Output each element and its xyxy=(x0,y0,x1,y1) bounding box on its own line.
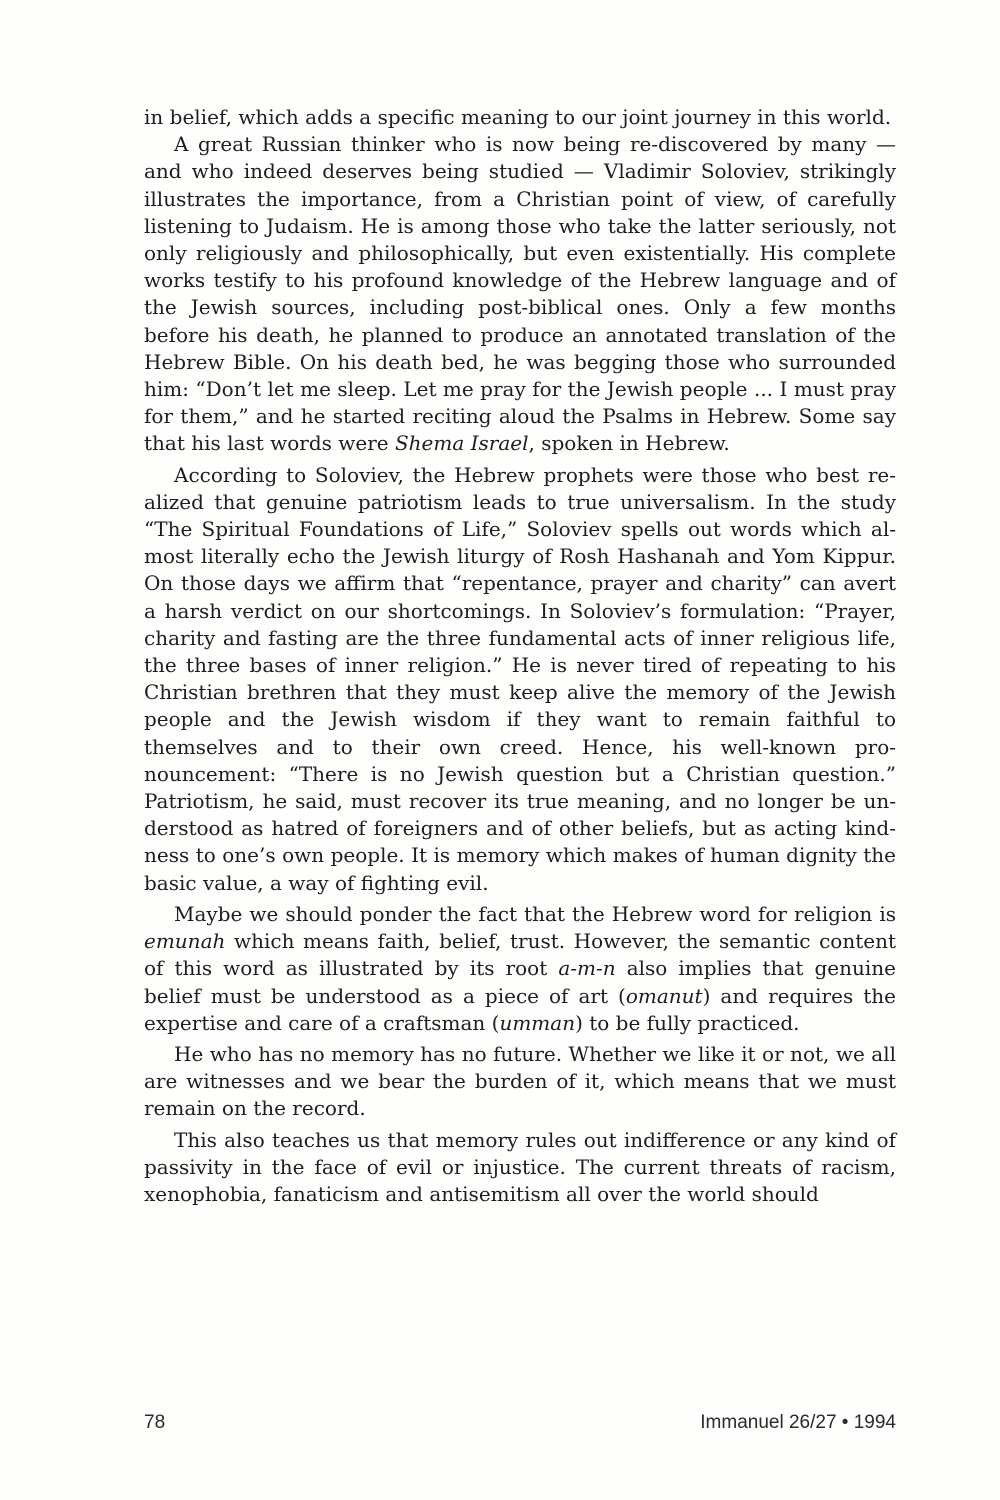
page-number: 78 xyxy=(144,1412,166,1433)
emphasis-text: emunah xyxy=(144,929,226,954)
page-footer xyxy=(144,1412,896,1436)
emphasis-text: a-m-n xyxy=(558,956,616,981)
paragraph-prophets-patriotism xyxy=(144,462,896,897)
text-run: A great Russian thinker who is now being re-discovered by many — and who indeed deserves being studied — Vladimir Soloviev, strikingly illustrates the importance, from a Christian point of view, of carefully listening to Judaism. He is among those who take the latter seriously, not only religiously and philosophically, but even existentially. His complete works testify to his profound knowledge of the Hebrew language and of the Jewish sources, including post-biblical ones. Only a few months before his death, he planned to produce an annotated translation of the Hebrew Bible. On his death bed, he was begging those who surrounded him: “Don’t let me sleep. Let me pray for the Jewish people ... I must pray for them,” and he started reciting aloud the Psalms in Hebrew. Some say that his last words were xyxy=(144,132,896,456)
text-run: This also teaches us that memory rules out indifference or any kind of passivity in the face of evil or injustice. The current threats of racism, xenophobia, fanaticism and antisemitism all over the world should xyxy=(144,1127,896,1206)
text-run: in belief, which adds a specific meaning to our joint journey in this world. xyxy=(144,105,892,129)
emphasis-text: Shema Israel xyxy=(394,431,529,456)
paragraph-memory-future xyxy=(144,1041,896,1123)
emphasis-text: umman xyxy=(499,1010,576,1035)
text-run: He who has no memory has no future. Whether we like it or not, we all are witnesses and we bear the burden of it, which means that we must remain on the record. xyxy=(144,1041,896,1121)
paragraph-continuation xyxy=(144,104,896,131)
paragraph-emunah xyxy=(144,901,896,1037)
text-run: ) and requires the expertise and care of a craftsman ( xyxy=(144,983,896,1035)
text-run: Maybe we should ponder the fact that the Hebrew word for religion is xyxy=(174,901,896,926)
journal-citation: Immanuel 26/27 • 1994 xyxy=(700,1412,896,1433)
body-text xyxy=(144,104,896,1208)
paragraph-soloviev-intro xyxy=(144,131,896,457)
emphasis-text: omanut xyxy=(625,983,703,1008)
text-run: also implies that genuine belief must be understood as a piece of art ( xyxy=(144,956,896,1008)
text-run: According to Soloviev, the Hebrew prophets were those who best realized that genuine patriotism leads to true universalism. In the study “The Spiritual Foundations of Life,” Soloviev spells out words which almost literally echo the Jewish liturgy of Rosh Hashanah and Yom Kippur. On those days we affirm that “repentance, prayer and charity” can avert a harsh verdict on our shortcomings. In Soloviev’s formulation: “Prayer, charity and fasting are the three fundamental acts of inner religious life, the three bases of inner religion.” He is never tired of repeating to his Christian brethren that they must keep alive the memory of the Jewish people and the Jewish wisdom if they want to remain faithful to themselves and to their own creed. Hence, his well-known pronouncement: “There is no Jewish question but a Christian question.” Patriotism, he said, must recover its true meaning, and no longer be understood as hatred of foreigners and of other beliefs, but as acting kindness to one’s own people. It is memory which makes of human dignity the basic value, a way of fighting evil. xyxy=(144,462,896,895)
text-run: which means faith, belief, trust. However, the semantic content of this word as illustrated by its root xyxy=(144,929,896,981)
paragraph-indifference xyxy=(144,1127,896,1209)
text-run: ) to be fully practiced. xyxy=(575,1010,800,1035)
text-run: , spoken in Hebrew. xyxy=(528,431,730,456)
